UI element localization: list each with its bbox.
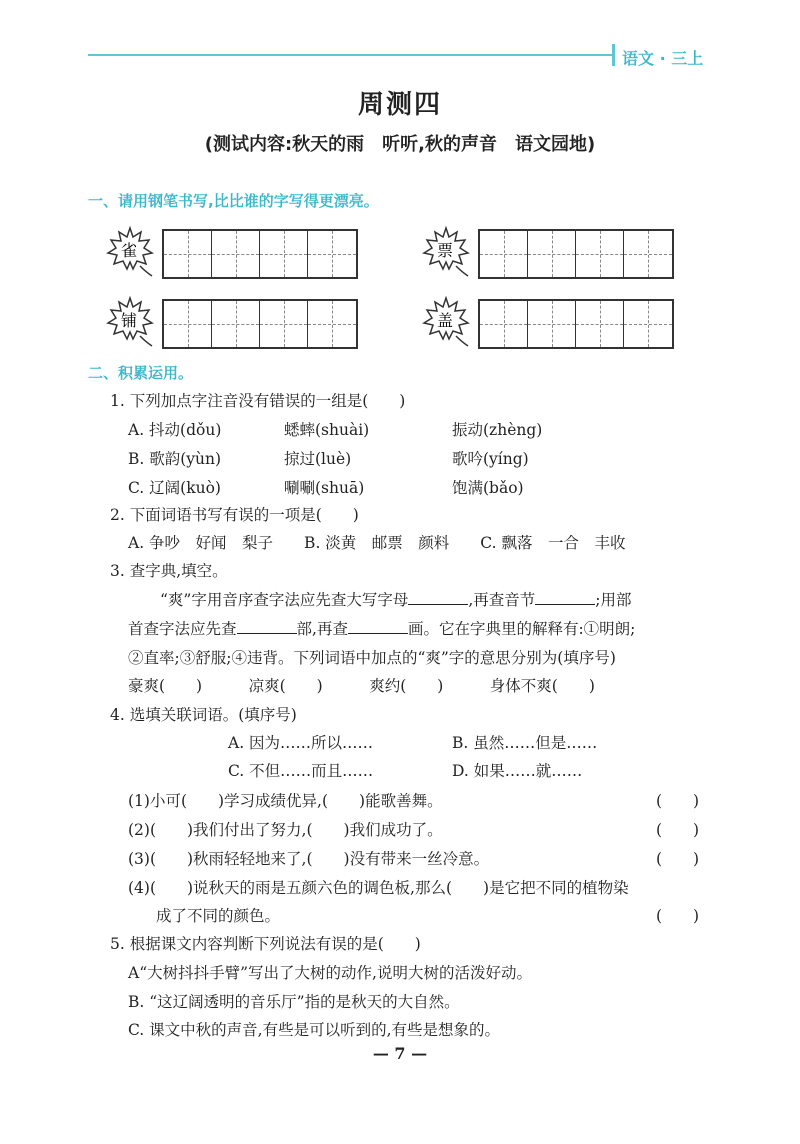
leaf-char-4 <box>418 292 474 352</box>
q3-line1 <box>160 588 632 610</box>
blank-syllable[interactable] <box>535 590 595 605</box>
q4-answer-4[interactable]: ( ) <box>656 907 700 925</box>
maple-leaf-icon <box>102 292 158 348</box>
blank-radical[interactable] <box>237 619 297 634</box>
header-rule <box>88 54 612 56</box>
q3-line1-b: ,再查音节 <box>468 591 536 609</box>
q3-line2-c: 画。它在字典里的解释有:①明朗; <box>407 620 636 638</box>
q1-option-b2: 掠过(luè) <box>284 450 352 468</box>
q1-option-b3: 歌吟(yíng) <box>452 450 529 468</box>
maple-leaf-icon <box>418 292 474 348</box>
q3-line3: ②直率;③舒服;④违背。下列词语中加点的“爽”字的意思分别为(填序号) <box>128 649 616 667</box>
q1-option-a3: 振动(zhèng) <box>452 421 543 439</box>
q1-option-b1: B. 歌韵(yùn) <box>128 450 222 468</box>
leaf-char: 盖 <box>436 311 454 330</box>
q4-sentence-3: (3)( )秋雨轻轻地来了,( )没有带来一丝冷意。 <box>128 850 490 868</box>
q5-option-c: C. 课文中秋的声音,有些是可以听到的,有些是想象的。 <box>128 1021 501 1039</box>
page-number: — 7 — <box>372 1044 428 1063</box>
q1-option-a2: 蟋蟀(shuài) <box>284 421 370 439</box>
q1-option-c2: 唰唰(shuā) <box>284 479 365 497</box>
q1-option-c3: 饱满(bǎo) <box>452 479 524 497</box>
q4-stem: 4. 选填关联词语。(填序号) <box>110 706 297 724</box>
subject-label: 语文 · 三上 <box>622 49 704 68</box>
leaf-char-1 <box>102 222 158 282</box>
q4-sentence-1: (1)小可( )学习成绩优异,( )能歌善舞。 <box>128 792 443 810</box>
q3-stem: 3. 查字典,填空。 <box>110 562 228 580</box>
q5-option-b: B. “这辽阔透明的音乐厅”指的是秋天的大自然。 <box>128 993 460 1011</box>
blank-letter[interactable] <box>408 590 468 605</box>
q4-sentence-4-cont: 成了不同的颜色。 <box>156 907 281 925</box>
q4-answer-2[interactable]: ( ) <box>656 821 700 839</box>
leaf-char: 铺 <box>120 311 138 330</box>
q5-option-a: A“大树抖抖手臂”写出了大树的动作,说明大树的活泼好动。 <box>128 964 532 982</box>
q2-options: A. 争吵 好闻 梨子 B. 淡黄 邮票 颜料 C. 飘落 一合 丰收 <box>128 534 626 552</box>
leaf-char: 票 <box>436 241 454 260</box>
q4-option-a: A. 因为……所以…… <box>228 734 374 752</box>
writing-grid-3[interactable] <box>162 299 358 349</box>
q1-option-c1: C. 辽阔(kuò) <box>128 479 221 497</box>
writing-grid-1[interactable] <box>162 229 358 279</box>
section1-heading: 一、请用钢笔书写,比比谁的字写得更漂亮。 <box>88 192 379 210</box>
q4-option-b: B. 虽然……但是…… <box>452 734 598 752</box>
q4-answer-1[interactable]: ( ) <box>656 792 700 810</box>
maple-leaf-icon <box>418 222 474 278</box>
q1-option-a1: A. 抖动(dǒu) <box>128 421 222 439</box>
q3-line1-a: “爽”字用音序查字法应先查大写字母 <box>160 591 409 609</box>
blank-strokes[interactable] <box>348 619 408 634</box>
q5-stem: 5. 根据课文内容判断下列说法有误的是( ) <box>110 935 421 953</box>
q1-stem: 1. 下列加点字注音没有错误的一组是( ) <box>110 392 406 410</box>
q3-line2-a: 首查字法应先查 <box>128 620 237 638</box>
page-title: 周测四 <box>357 90 442 120</box>
page-subtitle: (测试内容:秋天的雨 听听,秋的声音 语文园地) <box>204 134 596 155</box>
q4-sentence-2: (2)( )我们付出了努力,( )我们成功了。 <box>128 821 443 839</box>
q3-line2 <box>128 617 635 639</box>
q2-stem: 2. 下面词语书写有误的一项是( ) <box>110 506 359 524</box>
q4-option-d: D. 如果……就…… <box>452 762 583 780</box>
q4-answer-3[interactable]: ( ) <box>656 850 700 868</box>
section2-heading: 二、积累运用。 <box>88 364 194 382</box>
q3-line1-c: ;用部 <box>595 591 632 609</box>
leaf-char-2 <box>418 222 474 282</box>
q4-option-c: C. 不但……而且…… <box>228 762 374 780</box>
header-divider <box>612 44 615 66</box>
leaf-char-3 <box>102 292 158 352</box>
q3-line2-b: 部,再查 <box>296 620 348 638</box>
writing-grid-4[interactable] <box>478 299 674 349</box>
writing-grid-2[interactable] <box>478 229 674 279</box>
q3-line4: 豪爽( ) 凉爽( ) 爽约( ) 身体不爽( ) <box>128 677 595 695</box>
maple-leaf-icon <box>102 222 158 278</box>
leaf-char: 雀 <box>120 241 138 260</box>
q4-sentence-4: (4)( )说秋天的雨是五颜六色的调色板,那么( )是它把不同的植物染 <box>128 879 629 897</box>
